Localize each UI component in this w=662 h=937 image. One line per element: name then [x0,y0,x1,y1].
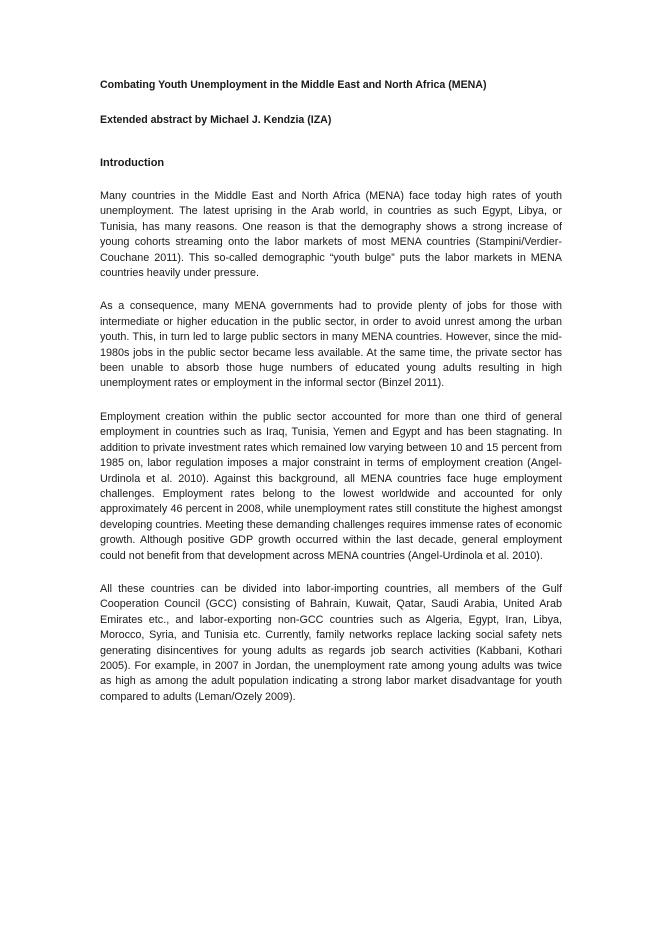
document-title: Combating Youth Unemployment in the Middle East and North Africa (MENA) [100,79,487,91]
paragraph-4: All these countries can be divided into labor-importing countries, all members of the Gulf Cooperation Council (GCC) consisting of Bahrain, Kuwait, Qatar, Saudi Arabia, United Arab Emirates etc., and labor-exporting non-GCC countries such as Algeria, Egypt, Iran, Libya, Morocco, Syria, and Tunisia etc. Currently, family networks replace lacking social safety nets generating disincentives for young adults as regards job search activities (Kabbani, Kothari 2005). For example, in 2007 in Jordan, the unemployment rate among young adults was twice as high as among the adult population indicating a strong labor market disadvantage for youth compared to adults (Leman/Ozely 2009). [100,582,562,703]
document-byline: Extended abstract by Michael J. Kendzia (IZA) [100,114,332,126]
paragraph-2: As a consequence, many MENA governments had to provide plenty of jobs for those with intermediate or higher education in the public sector, in order to avoid unrest among the urban youth. This, in turn led to large public sectors in many MENA countries. However, since the mid-1980s jobs in the public sector became less available. At the same time, the private sector has been unable to absorb those huge numbers of educated young adults resulting in high unemployment rates or employment in the informal sector (Binzel 2011). [100,300,562,390]
section-heading-introduction: Introduction [100,157,165,169]
title-spacer [100,148,562,156]
paragraph-1: Many countries in the Middle East and North Africa (MENA) face today high rates of youth unemployment. The latest uprising in the Arab world, in countries as such Egypt, Libya, or Tunisia, has many reasons. One reason is that the demography shows a strong increase of young cohorts streaming onto the labor markets of most MENA countries (Stampini/Verdier-Couchane 2011). This so-called demographic “youth bulge” puts the labor markets in MENA countries heavily under pressure. [100,190,562,280]
document-body [100,78,562,723]
paragraph-3: Employment creation within the public sector accounted for more than one third of general employment in countries such as Iraq, Tunisia, Yemen and Egypt and has been stagnating. In addition to private investment rates which remained low varying between 10 and 15 percent from 1985 on, labor regulation imposes a major constraint in terms of employment creation (Angel-Urdinola et al. 2010). Against this background, all MENA countries face huge employment challenges. Employment rates belong to the lowest worldwide and accounted for only approximately 46 percent in 2008, while unemployment rates still constitute the highest amongst developing countries. Meeting these demanding challenges requires immense rates of economic growth. Although positive GDP growth occurred within the last decade, general employment could not benefit from that development across MENA countries (Angel-Urdinola et al. 2010). [100,410,562,562]
